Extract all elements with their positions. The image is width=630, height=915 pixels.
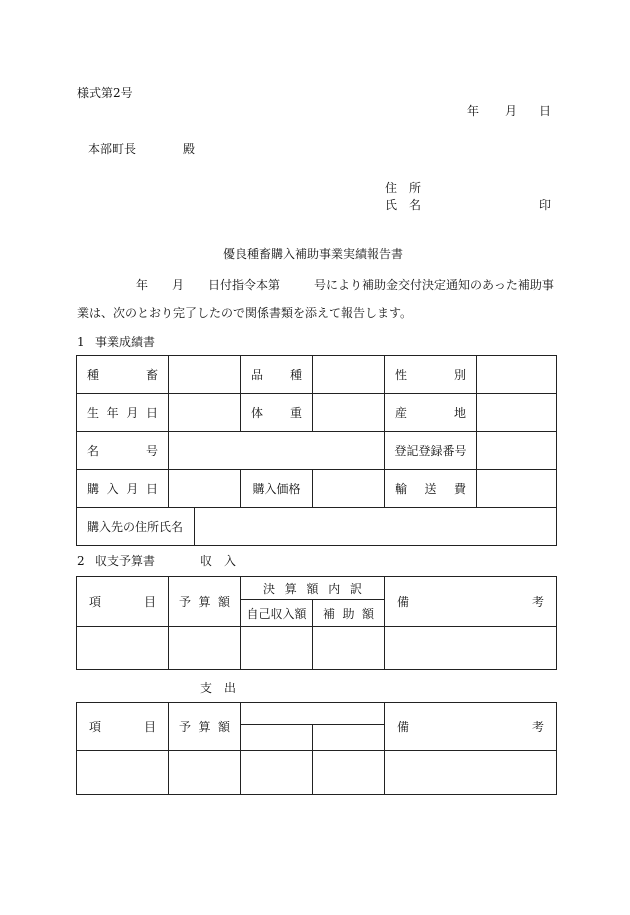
table-row — [77, 394, 557, 432]
label-cell: 項 目 — [77, 703, 169, 751]
table-row — [77, 508, 557, 546]
section2-heading: 収支予算書 — [95, 554, 156, 568]
value-cell — [477, 394, 557, 432]
value-cell — [169, 432, 385, 470]
name-label-1: 氏 — [385, 198, 398, 212]
label-cell: 輸 送 費 — [385, 470, 477, 508]
value-cell — [241, 751, 313, 795]
label-cell: 決 算 額 内 訳 — [241, 577, 385, 600]
label-cell: 種 畜 — [77, 356, 169, 394]
value-cell — [313, 725, 385, 751]
label-cell: 備 考 — [385, 703, 557, 751]
body-year: 年 — [136, 278, 149, 292]
label-cell: 品 種 — [241, 356, 313, 394]
label-cell: 購 入 月 日 — [77, 470, 169, 508]
label-cell: 産 地 — [385, 394, 477, 432]
body-line2: 業は、次のとおり完了したので関係書類を添えて報告します。 — [77, 306, 413, 320]
label-cell: 項 目 — [77, 577, 169, 627]
value-cell — [385, 751, 557, 795]
value-cell — [313, 627, 385, 670]
value-cell — [241, 627, 313, 670]
value-cell — [77, 627, 169, 670]
body-rest: 日付指令本第 — [208, 278, 281, 292]
seal-mark: 印 — [539, 198, 552, 212]
table-row — [77, 432, 557, 470]
label-cell: 登記登録番号 — [385, 432, 477, 470]
expense-table — [76, 702, 557, 795]
body-rest2: 号により補助金交付決定通知のあった補助事 — [314, 278, 554, 292]
value-cell — [385, 627, 557, 670]
value-cell — [195, 508, 557, 546]
seller-table — [76, 507, 557, 546]
label-cell: 性 別 — [385, 356, 477, 394]
value-cell — [313, 751, 385, 795]
table-row — [77, 470, 557, 508]
section2-number: 2 — [77, 554, 85, 568]
value-cell — [169, 627, 241, 670]
honorific: 殿 — [183, 142, 196, 156]
value-cell — [241, 725, 313, 751]
name-label-2: 名 — [409, 198, 422, 212]
value-cell — [169, 394, 241, 432]
table-row — [77, 703, 557, 725]
document-title: 優良種畜購入補助事業実績報告書 — [223, 247, 404, 261]
label-cell: 補 助 額 — [313, 600, 385, 627]
address-label-1: 住 — [385, 181, 398, 195]
value-cell — [313, 470, 385, 508]
label-cell: 購入価格 — [241, 470, 313, 508]
address-label-2: 所 — [409, 181, 422, 195]
value-cell — [169, 470, 241, 508]
section1-number: 1 — [77, 335, 85, 349]
section1-heading: 事業成績書 — [95, 335, 156, 349]
table-row — [77, 356, 557, 394]
label-cell: 名 号 — [77, 432, 169, 470]
addressee: 本部町長 — [88, 142, 137, 156]
label-cell: 予 算 額 — [169, 703, 241, 751]
income-label-1: 収 — [200, 554, 213, 568]
body-month: 月 — [172, 278, 185, 292]
value-cell — [313, 356, 385, 394]
value-cell — [477, 356, 557, 394]
label-cell: 予 算 額 — [169, 577, 241, 627]
value-cell — [313, 394, 385, 432]
income-label-2: 入 — [224, 554, 237, 568]
value-cell — [169, 356, 241, 394]
value-cell — [169, 751, 241, 795]
date-month: 月 — [505, 104, 518, 118]
value-cell — [477, 470, 557, 508]
form-number: 様式第2号 — [77, 86, 133, 100]
label-cell: 自己収入額 — [241, 600, 313, 627]
date-year: 年 — [467, 104, 480, 118]
label-cell: 備 考 — [385, 577, 557, 627]
table-row — [77, 751, 557, 795]
label-cell: 購入先の住所氏名 — [77, 508, 195, 546]
value-cell — [77, 751, 169, 795]
date-day: 日 — [539, 104, 552, 118]
value-cell — [477, 432, 557, 470]
label-cell: 生 年 月 日 — [77, 394, 169, 432]
value-cell — [241, 703, 385, 725]
table-row — [77, 627, 557, 670]
performance-table — [76, 355, 557, 508]
expense-label-2: 出 — [224, 681, 237, 695]
label-cell: 体 重 — [241, 394, 313, 432]
income-table — [76, 576, 557, 670]
expense-label-1: 支 — [200, 681, 213, 695]
table-row — [77, 577, 557, 600]
